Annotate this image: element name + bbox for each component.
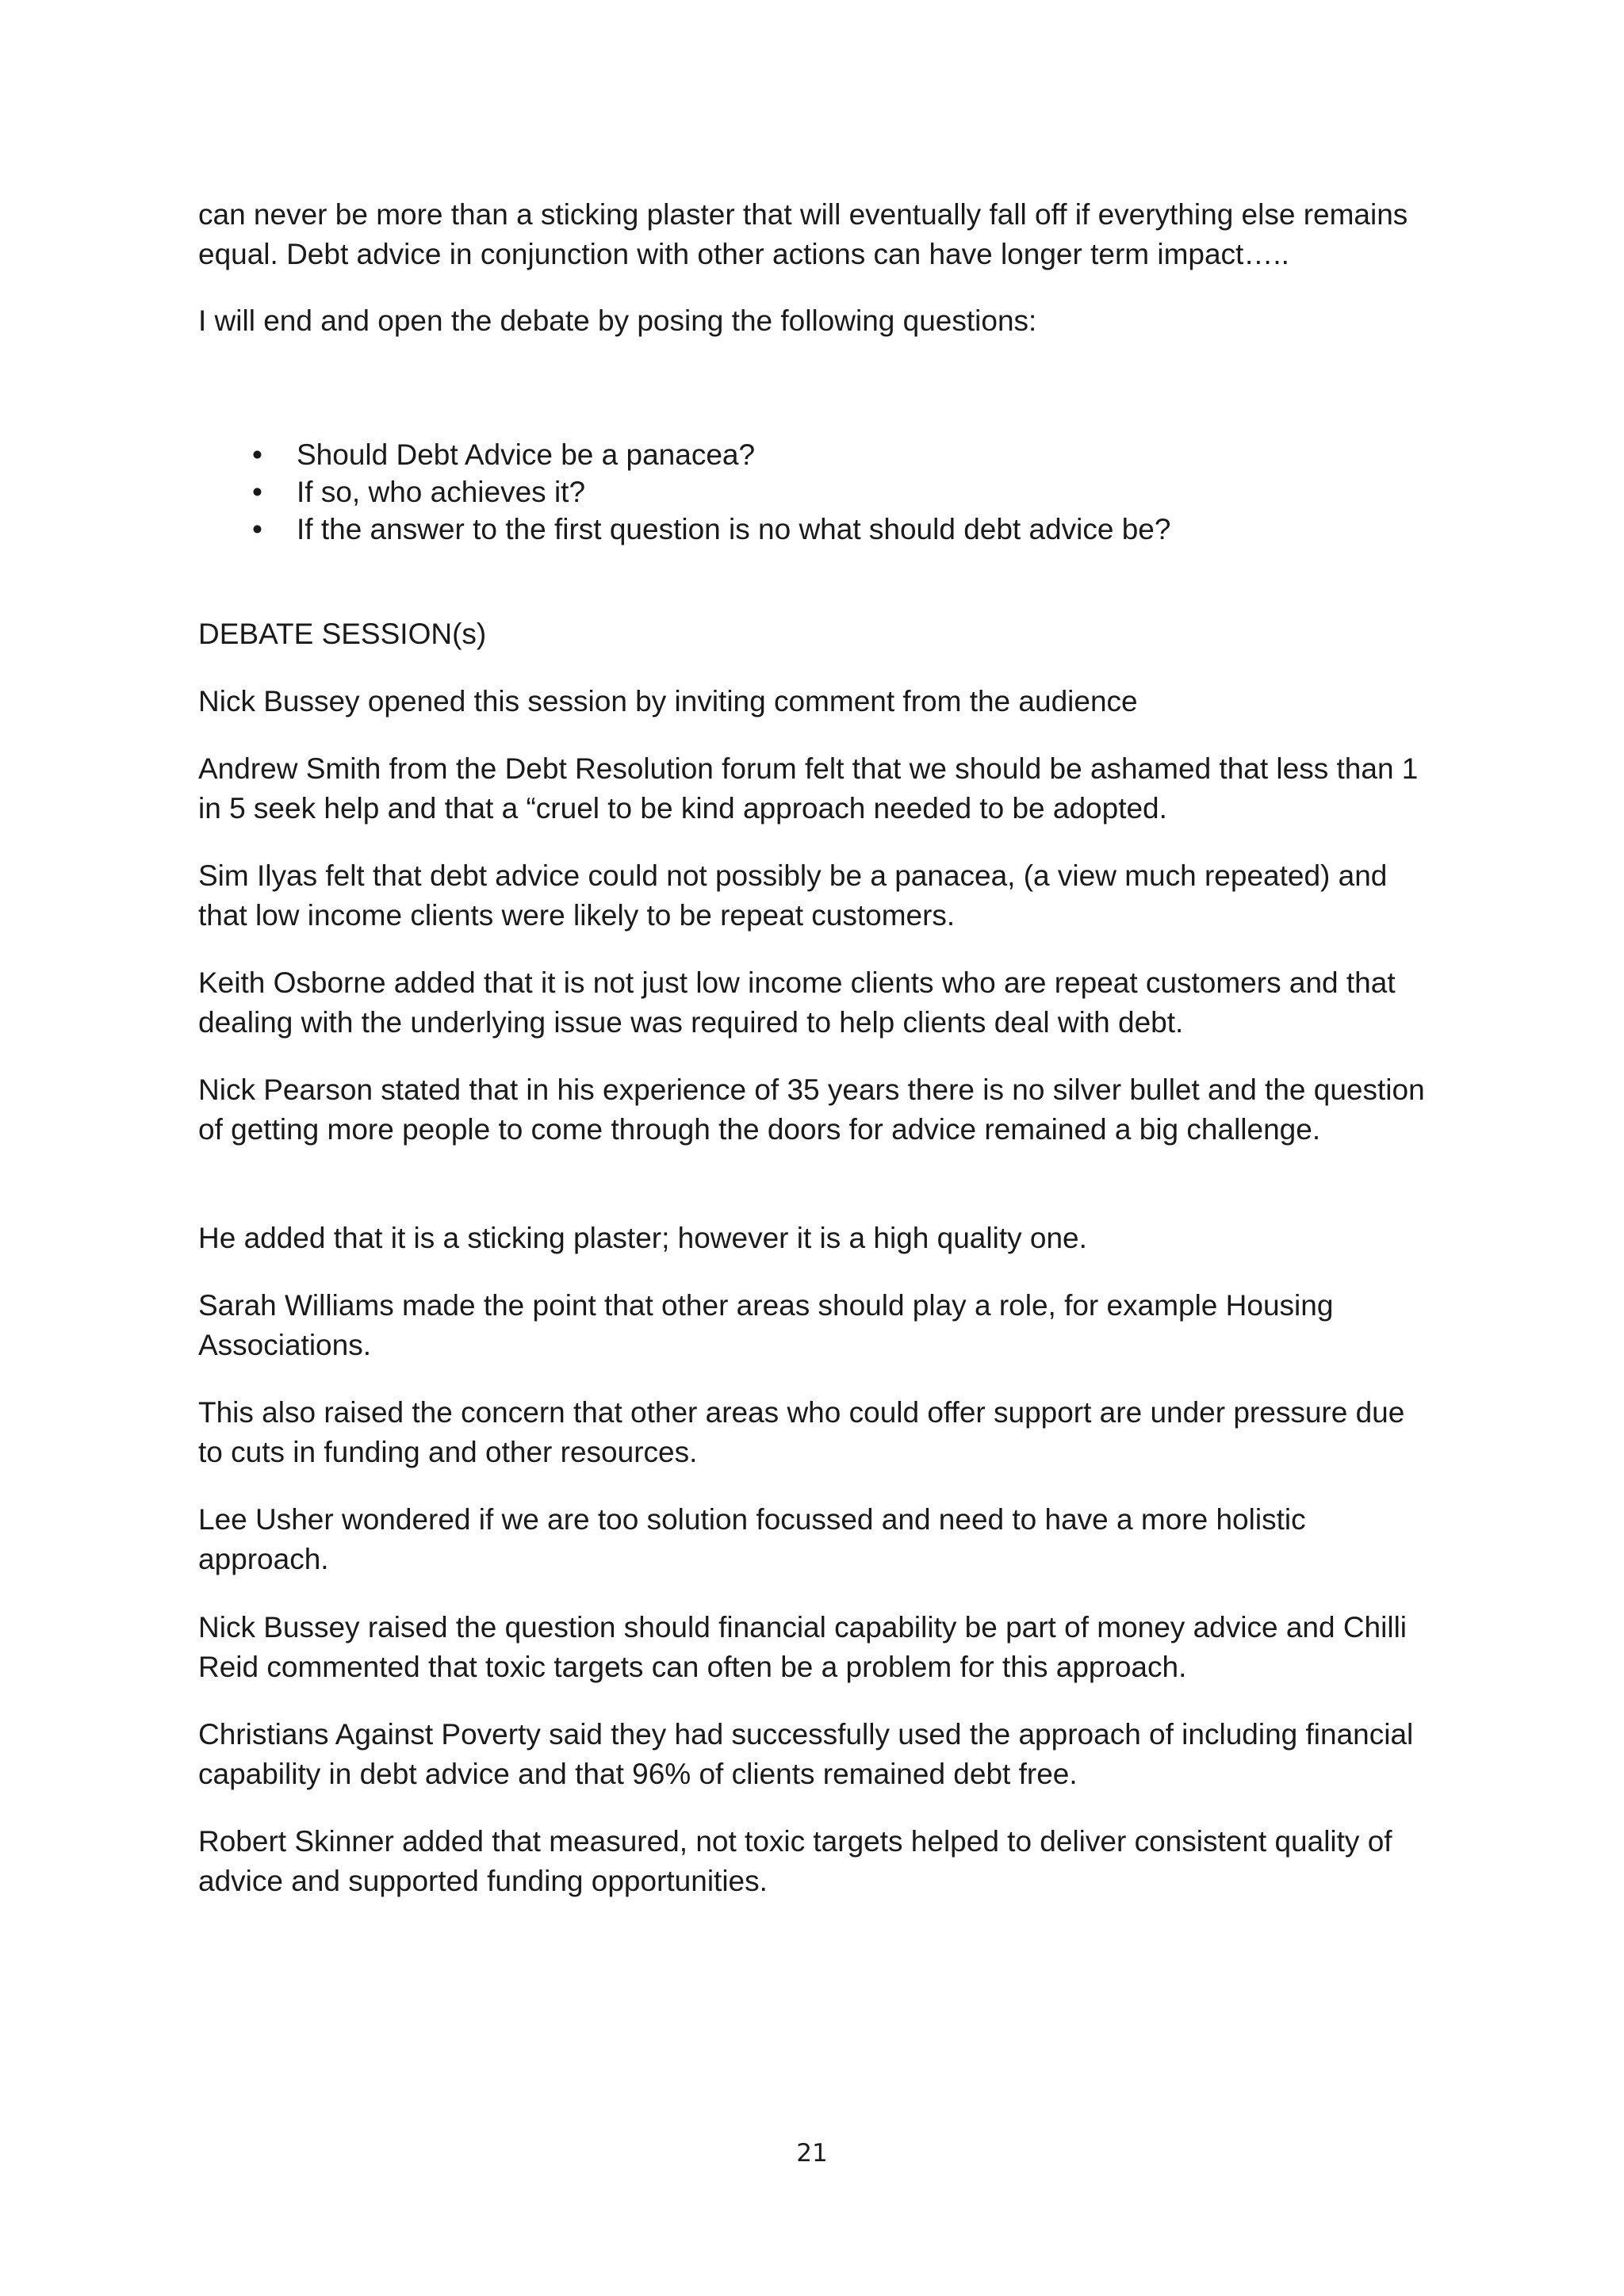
- questions-intro: I will end and open the debate by posing the following questions:: [198, 304, 1037, 337]
- list-item: [198, 473, 1435, 511]
- bullet-icon: •: [252, 476, 262, 508]
- section-heading: DEBATE SESSION(s): [198, 618, 487, 650]
- list-item: [198, 436, 1435, 473]
- paragraph: Sim Ilyas felt that debt advice could not possibly be a panacea, (a view much repeated) and that low income clients were likely to be repeat customers.: [198, 859, 1388, 932]
- bullet-icon: •: [252, 513, 262, 545]
- paragraph: Robert Skinner added that measured, not toxic targets helped to deliver consistent quality of advice and supported funding opportunities.: [198, 1825, 1392, 1897]
- paragraph: Nick Bussey opened this session by inviting comment from the audience: [198, 685, 1138, 718]
- question-text: If so, who achieves it?: [297, 476, 586, 508]
- list-item: [198, 511, 1435, 548]
- intro-paragraph: can never be more than a sticking plaster that will eventually fall off if everything else remains equal. Debt advice in conjunction with other actions can have longer term impact…..: [198, 198, 1408, 270]
- paragraph: Lee Usher wondered if we are too solution focussed and need to have a more holistic approach.: [198, 1503, 1306, 1575]
- questions-list: [198, 436, 1435, 548]
- paragraph: Christians Against Poverty said they had successfully used the approach of including financial capability in debt advice and that 96% of clients remained debt free.: [198, 1718, 1414, 1790]
- paragraph: Andrew Smith from the Debt Resolution forum felt that we should be ashamed that less than 1 in 5 seek help and that a “cruel to be kind approach needed to be adopted.: [198, 752, 1419, 825]
- paragraph: Sarah Williams made the point that other areas should play a role, for example Housing Associations.: [198, 1289, 1334, 1361]
- paragraph: He added that it is a sticking plaster; however it is a high quality one.: [198, 1222, 1087, 1254]
- question-text: Should Debt Advice be a panacea?: [297, 438, 756, 471]
- paragraph: Nick Pearson stated that in his experience of 35 years there is no silver bullet and the question of getting more people to come through the doors for advice remained a big challenge.: [198, 1073, 1425, 1146]
- paragraph: This also raised the concern that other areas who could offer support are under pressure due to cuts in funding and other resources.: [198, 1396, 1405, 1468]
- paragraph: Nick Bussey raised the question should financial capability be part of money advice and Chilli Reid commented that toxic targets can often be a problem for this approach.: [198, 1611, 1408, 1683]
- paragraph: Keith Osborne added that it is not just low income clients who are repeat customers and that dealing with the underlying issue was required to help clients deal with debt.: [198, 966, 1396, 1039]
- question-text: If the answer to the first question is no what should debt advice be?: [297, 513, 1171, 545]
- page-number: 21: [796, 2139, 828, 2168]
- bullet-icon: •: [252, 438, 262, 471]
